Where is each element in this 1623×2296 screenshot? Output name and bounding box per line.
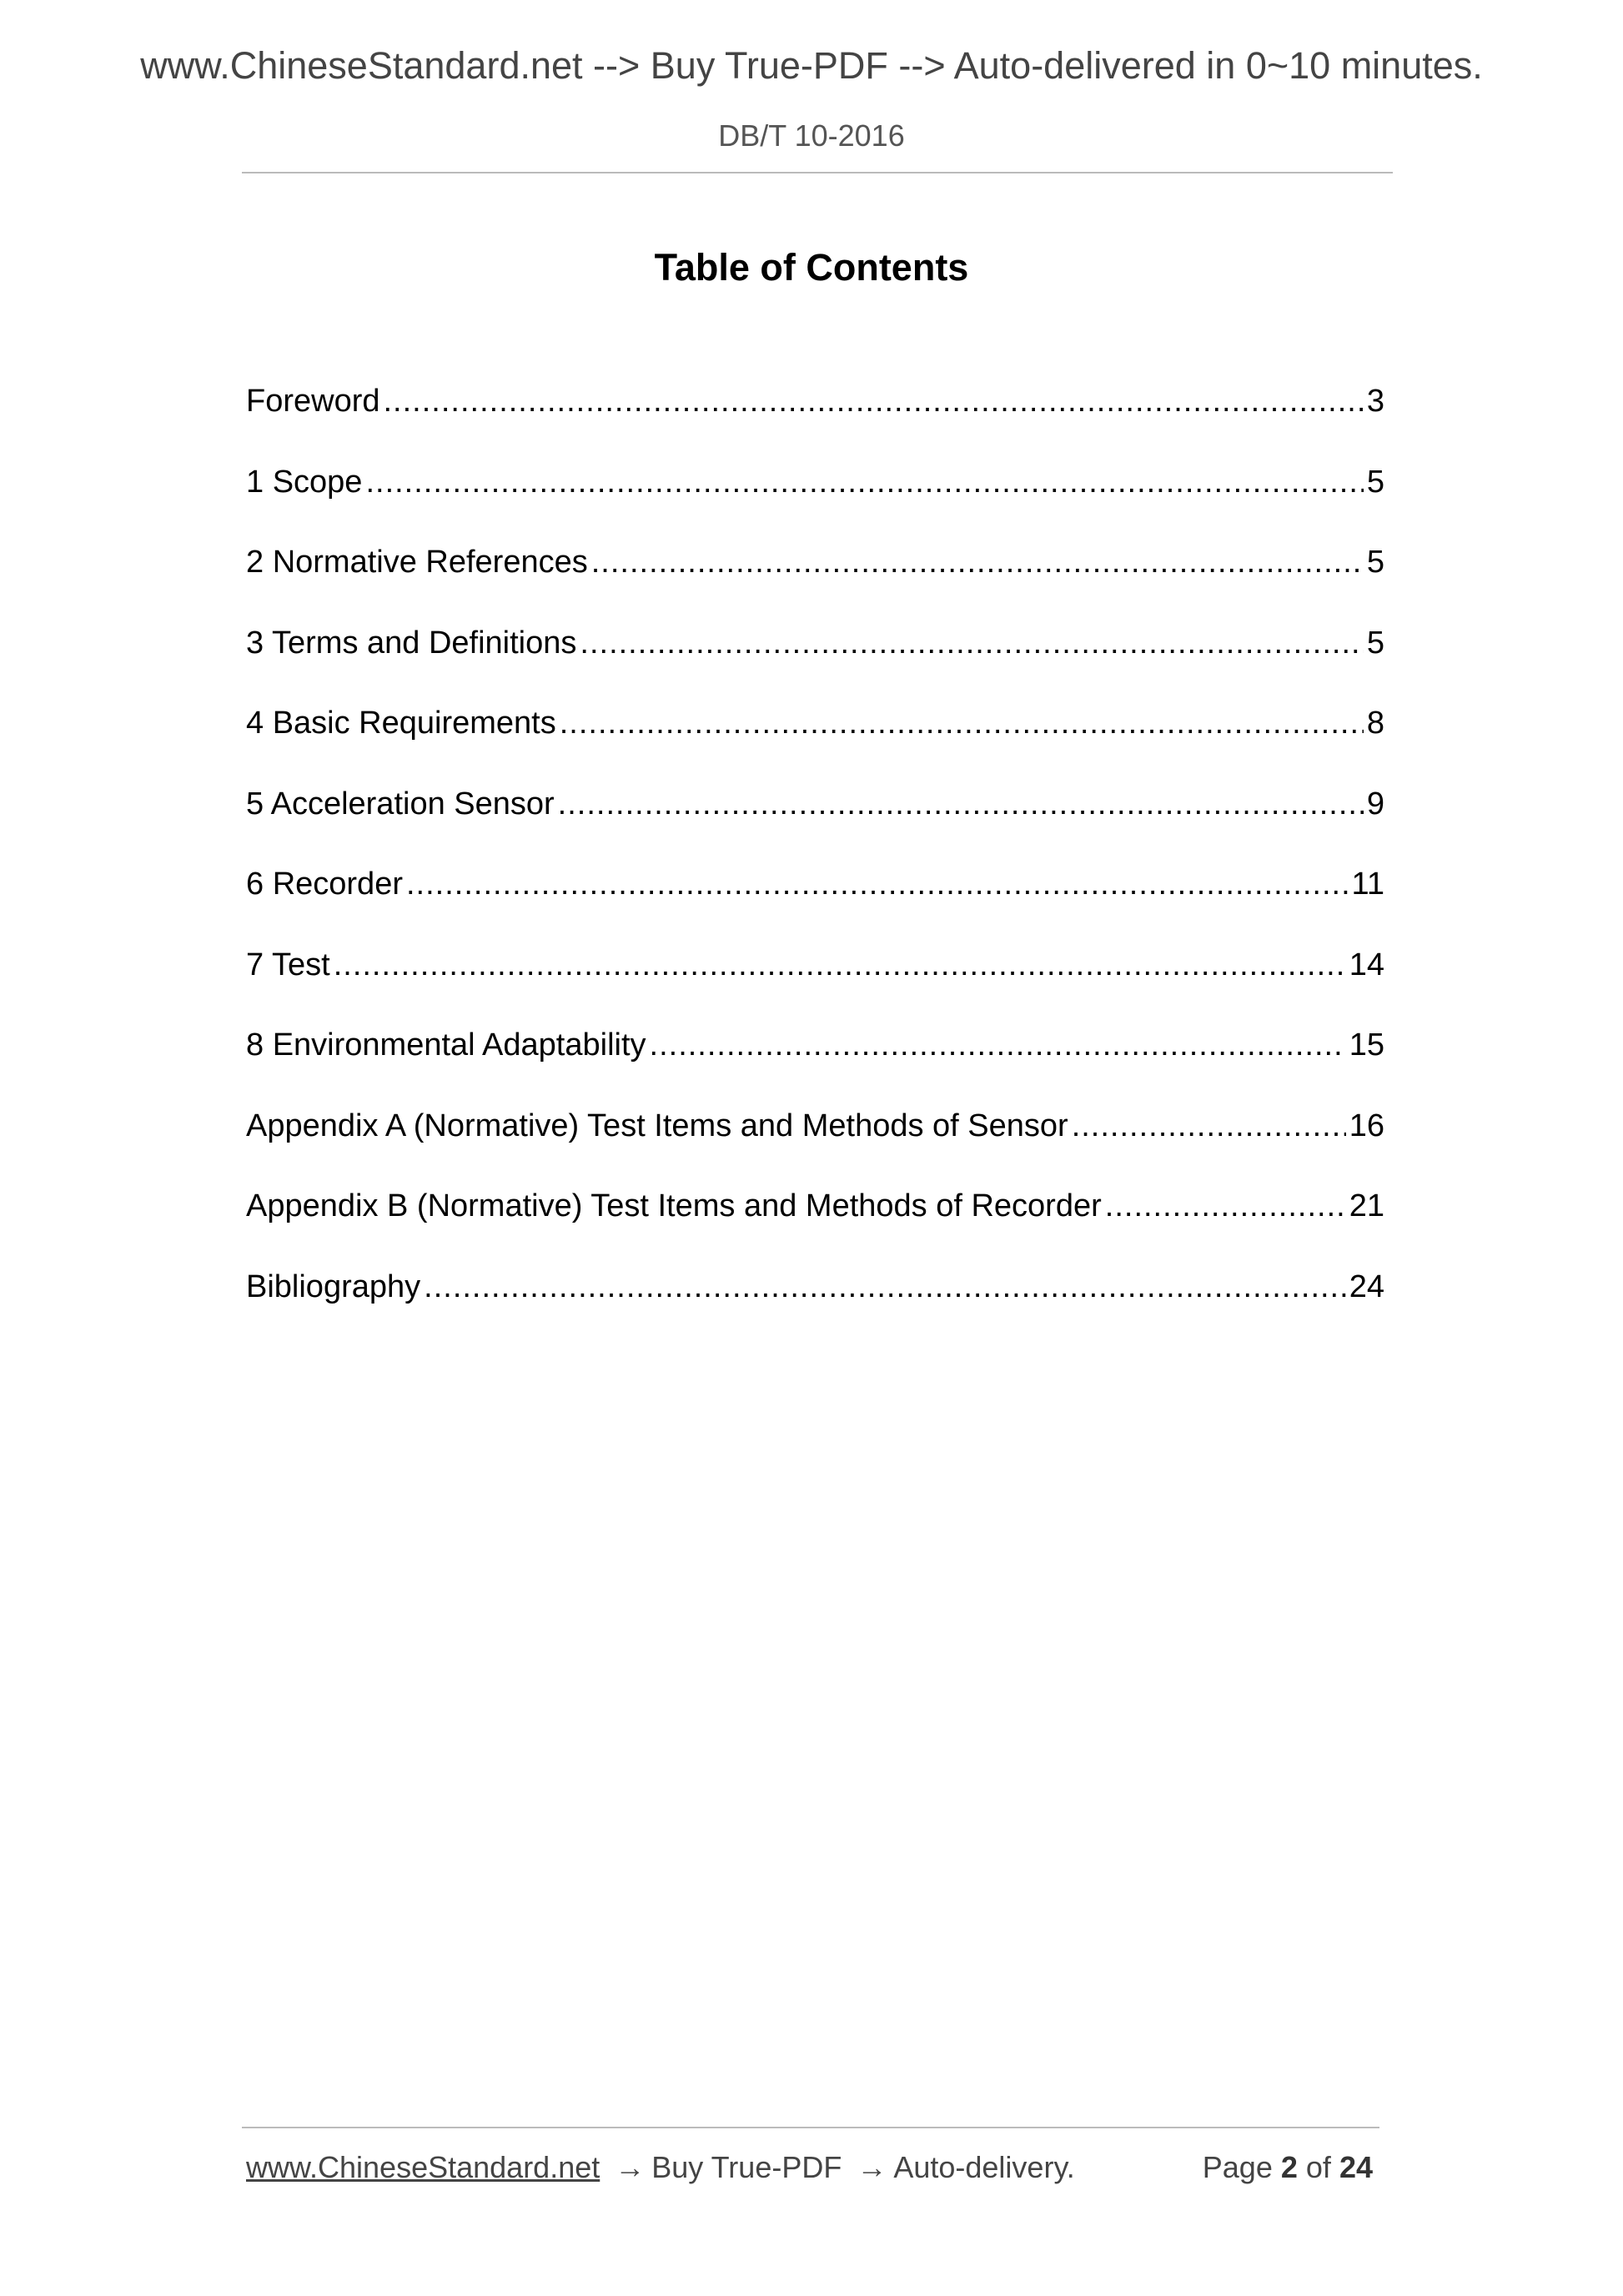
toc-leader-dots <box>1072 1097 1346 1155</box>
top-banner: www.ChineseStandard.net --> Buy True-PDF --> Auto-delivered in 0~10 minutes. <box>140 44 1483 87</box>
header-divider <box>242 172 1393 173</box>
toc-entry-page: 21 <box>1349 1188 1384 1223</box>
toc-leader-dots <box>365 453 1363 511</box>
toc-entry-page: 8 <box>1366 706 1384 741</box>
page-label: Page <box>1202 2150 1273 2184</box>
footer-buy-text: Buy True-PDF <box>651 2150 842 2184</box>
toc-entry-appendix-a[interactable] <box>246 1097 1384 1178</box>
toc-entry-label: 6 Recorder <box>246 867 403 902</box>
toc-entry-page: 9 <box>1366 786 1384 821</box>
arrow-right-icon: → <box>857 2150 887 2184</box>
toc-entry-page: 3 <box>1366 384 1384 419</box>
toc-leader-dots <box>406 855 1349 913</box>
toc-entry-page: 16 <box>1349 1108 1384 1143</box>
toc-entry-label: 4 Basic Requirements <box>246 706 556 741</box>
footer-promo <box>246 2138 1075 2197</box>
toc-entry-page: 5 <box>1366 464 1384 500</box>
toc-entry-label: Bibliography <box>246 1269 421 1304</box>
toc-entry-label: 7 Test <box>246 947 330 982</box>
toc-leader-dots <box>334 936 1346 994</box>
toc-entry-foreword[interactable] <box>246 372 1384 453</box>
footer-delivery-text: Auto-delivery. <box>893 2150 1075 2184</box>
toc-leader-dots <box>1105 1177 1346 1235</box>
toc-entry-normative-references[interactable] <box>246 533 1384 614</box>
toc-entry-label: Foreword <box>246 384 380 419</box>
toc-leader-dots <box>558 775 1364 833</box>
toc-entry-page: 14 <box>1349 947 1384 982</box>
toc-entry-page: 24 <box>1349 1269 1384 1304</box>
toc-entry-label: 8 Environmental Adaptability <box>246 1027 646 1063</box>
current-page-number: 2 <box>1280 2150 1298 2184</box>
toc-entry-recorder[interactable] <box>246 855 1384 936</box>
toc-entry-appendix-b[interactable] <box>246 1177 1384 1258</box>
page-indicator <box>1203 2138 1373 2197</box>
toc-leader-dots <box>560 694 1364 752</box>
toc-entry-label: Appendix A (Normative) Test Items and Methods of Sensor <box>246 1108 1068 1143</box>
toc-entry-scope[interactable] <box>246 453 1384 534</box>
footer-divider <box>242 2127 1379 2128</box>
toc-entry-page: 5 <box>1366 545 1384 580</box>
toc-list <box>246 372 1384 1338</box>
footer-site-link[interactable]: www.ChineseStandard.net <box>246 2150 600 2184</box>
toc-entry-environmental-adaptability[interactable] <box>246 1016 1384 1097</box>
toc-entry-terms-definitions[interactable] <box>246 614 1384 695</box>
toc-leader-dots <box>591 533 1364 591</box>
toc-entry-label: 5 Acceleration Sensor <box>246 786 555 821</box>
toc-entry-acceleration-sensor[interactable] <box>246 775 1384 856</box>
arrow-right-icon: → <box>615 2150 646 2184</box>
toc-entry-label: 1 Scope <box>246 464 363 500</box>
toc-entry-test[interactable] <box>246 936 1384 1017</box>
toc-entry-bibliography[interactable] <box>246 1258 1384 1339</box>
toc-entry-label: Appendix B (Normative) Test Items and Methods of Recorder <box>246 1188 1102 1223</box>
toc-leader-dots <box>650 1016 1346 1074</box>
toc-entry-page: 5 <box>1366 625 1384 661</box>
of-label: of <box>1305 2150 1331 2184</box>
toc-entry-basic-requirements[interactable] <box>246 694 1384 775</box>
toc-title: Table of Contents <box>654 246 969 289</box>
toc-entry-label: 3 Terms and Definitions <box>246 625 577 661</box>
toc-entry-page: 11 <box>1351 867 1384 902</box>
toc-entry-label: 2 Normative References <box>246 545 588 580</box>
document-code: DB/T 10-2016 <box>718 118 905 153</box>
toc-leader-dots <box>384 372 1364 430</box>
toc-entry-page: 15 <box>1349 1027 1384 1063</box>
toc-leader-dots <box>424 1258 1346 1316</box>
toc-leader-dots <box>580 614 1363 672</box>
total-page-count: 24 <box>1339 2150 1373 2184</box>
